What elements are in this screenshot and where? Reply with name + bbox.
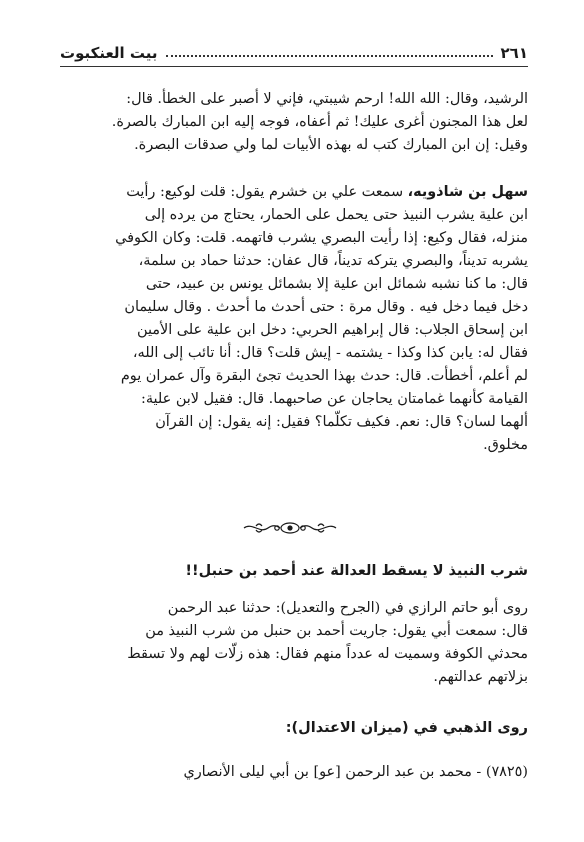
- paragraph-line: القيامة كأنهما غمامتان يحاجان عن صاحبهما. قال: فقيل لابن علية:: [140, 391, 528, 407]
- page-header: [60, 38, 528, 62]
- subsection-heading: روى الذهبي في (ميزان الاعتدال):: [285, 720, 528, 736]
- header-dotted-leader: [166, 55, 493, 57]
- section-heading: شرب النبيذ لا يسقط العدالة عند أحمد بن حنبل!!: [185, 563, 528, 579]
- paragraph-line: (٧٨٢٥) - محمد بن عبد الرحمن [عو] بن أبي ليلى الأنصاري: [183, 764, 528, 780]
- paragraph-line: محدثي الكوفة وسميت له عدداً منهم فقال: هذه زلّات لهم ولا تسقط: [127, 646, 528, 662]
- narrator-name: سهل بن شاذويه،: [407, 184, 528, 200]
- paragraph-line: [60, 181, 528, 204]
- header-rule: [60, 66, 528, 67]
- paragraph-3: [60, 597, 528, 689]
- paragraph-line: قال: ما كنا نشبه شمائل ابن علية إلا بشمائل يونس بن عبيد، حتى: [145, 276, 528, 292]
- paragraph-line: روى أبو حاتم الرازي في (الجرح والتعديل): حدثنا عبد الرحمن: [167, 600, 528, 616]
- paragraph-4: [60, 761, 528, 784]
- page-number: ٢٦١: [500, 44, 528, 62]
- paragraph-1: [60, 88, 528, 157]
- paragraph-line: لم أعلم، أخطأت. قال: حدث بهذا الحديث تجئ البقرة وآل عمران يوم: [120, 368, 528, 384]
- paragraph-line: ألهما لسان؟ قال: نعم. فكيف تكلّما؟ فقيل: إنه يقول: إن القرآن: [155, 414, 528, 430]
- paragraph-line: دخل فيما دخل فيه . وقال مرة : حتى أحدث ما أحدث . وقال سليمان: [124, 299, 528, 315]
- paragraph-line: الرشيد، وقال: الله الله! ارحم شيبتي، فإني لا أصبر على الخطأ. قال:: [126, 91, 528, 107]
- paragraph-line: وقيل: إن ابن المبارك كتب له بهذه الأبيات لما ولي صدقات البصرة.: [134, 137, 528, 153]
- paragraph-line: لعل هذا المجنون أغرى عليك! ثم أعفاه، فوجه إليه ابن المبارك بالصرة.: [111, 114, 528, 130]
- floral-divider-icon: [242, 520, 338, 536]
- running-title: بيت العنكبوت: [60, 44, 158, 62]
- paragraph-2: [60, 181, 528, 457]
- paragraph-line-rest: سمعت علي بن خشرم يقول: قلت لوكيع: رأيت: [126, 184, 408, 200]
- paragraph-line: فقال له: يابن كذا وكذا - يشتمه - إيش قلت؟ قال: أنا تائب إلى الله،: [132, 345, 528, 361]
- paragraph-line: ابن إسحاق الجلاب: قال إبراهيم الحربي: دخل ابن علية على الأمين: [136, 322, 528, 338]
- paragraph-line: يشربه تديناً، والبصري يتركه تديناً، قال عفان: حدثنا حماد بن سلمة،: [138, 253, 528, 269]
- paragraph-line: ابن علية يشرب النبيذ حتى يحمل على الحمار، يحتاج من يرده إلى: [144, 207, 528, 223]
- paragraph-line: منزله، فقال وكيع: إذا رأيت البصري يشرب فاتهمه. قلت: وكان الكوفي: [115, 230, 528, 246]
- paragraph-line: بزلاتهم عدالتهم.: [433, 669, 528, 685]
- paragraph-line: قال: سمعت أبي يقول: جاريت أحمد بن حنبل من شرب النبيذ من: [145, 623, 528, 639]
- paragraph-line: مخلوق.: [483, 437, 528, 453]
